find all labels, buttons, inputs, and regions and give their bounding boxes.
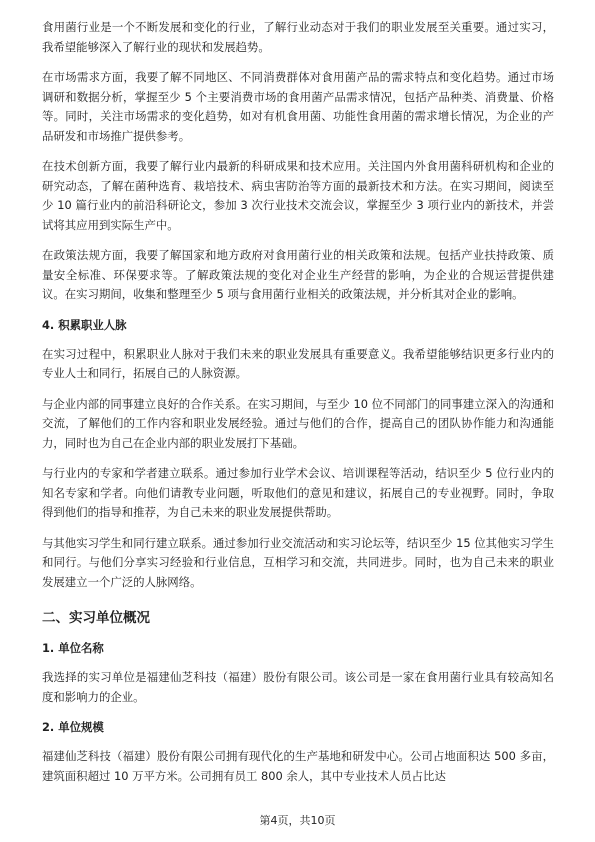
paragraph-company-name: 我选择的实习单位是福建仙芝科技（福建）股份有限公司。该公司是一家在食用菌行业具有较高知名度和影响力的企业。 (42, 670, 554, 704)
document-page (42, 18, 554, 797)
paragraph-network-peers: 与其他实习学生和同行建立联系。通过参加行业交流活动和实习论坛等，结识至少 15 位其他实习学生和同行。与他们分享实习经验和行业信息，互相学习和交流，共同进步。同时，也为自己未来的职业发展建立一个广泛的人脉网络。 (42, 535, 554, 589)
paragraph-policy-regulation: 在政策法规方面，我要了解国家和地方政府对食用菌行业的相关政策和法规。包括产业扶持政策、质量安全标准、环保要求等。了解政策法规的变化对企业生产经营的影响，为企业的合规运营提供建议。在实习期间，收集和整理至少 5 项与食用菌行业相关的政策法规，并分析其对企业的影响。 (42, 248, 554, 301)
chapter-heading-company-overview: 二、实习单位概况 (42, 610, 150, 626)
paragraph-industry-dynamics: 食用菌行业是一个不断发展和变化的行业，了解行业动态对于我们的职业发展至关重要。通过实习，我希望能够深入了解行业的现状和发展趋势。 (42, 20, 554, 54)
paragraph-network-intro: 在实习过程中，积累职业人脉对于我们未来的职业发展具有重要意义。我希望能够结识更多行业内的专业人士和同行，拓展自己的人脉资源。 (42, 346, 554, 380)
subheading-company-name: 1. 单位名称 (42, 641, 104, 655)
paragraph-tech-innovation: 在技术创新方面，我要了解行业内最新的科研成果和技术应用。关注国内外食用菌科研机构和企业的研究动态，了解在菌种选育、栽培技术、病虫害防治等方面的最新技术和方法。在实习期间，阅读至少 10 篇行业内的前沿科研论文，参加 3 次行业技术交流会议，掌握至少 3 项行业内的新技术，并尝试将其应用到实际生产中。 (42, 159, 554, 232)
paragraph-market-demand: 在市场需求方面，我要了解不同地区、不同消费群体对食用菌产品的需求特点和变化趋势。通过市场调研和数据分析，掌握至少 5 个主要消费市场的食用菌产品需求情况，包括产品种类、消费量、价格等。同时，关注市场需求的变化趋势，如对有机食用菌、功能性食用菌的需求增长情况，为企业的产品研发和市场推广提供参考。 (42, 70, 554, 143)
paragraph-company-scale: 福建仙芝科技（福建）股份有限公司拥有现代化的生产基地和研发中心。公司占地面积达 500 多亩，建筑面积超过 10 万平方米。公司拥有员工 800 余人，其中专业技术人员占比达 (42, 749, 554, 783)
paragraph-network-experts: 与行业内的专家和学者建立联系。通过参加行业学术会议、培训课程等活动，结识至少 5 位行业内的知名专家和学者。向他们请教专业问题，听取他们的意见和建议，拓展自己的专业视野。同时，争取得到他们的指导和推荐，为自己未来的职业发展提供帮助。 (42, 466, 554, 519)
paragraph-network-colleagues: 与企业内部的同事建立良好的合作关系。在实习期间，与至少 10 位不同部门的同事建立深入的沟通和交流，了解他们的工作内容和职业发展经验。通过与他们的合作，提高自己的团队协作能力和沟通能力，同时也为自己在企业内部的职业发展打下基础。 (42, 396, 554, 450)
section-heading-network: 4. 积累职业人脉 (42, 317, 127, 332)
subheading-company-scale: 2. 单位规模 (42, 720, 104, 734)
page-number-footer: 第4页，共10页 (259, 814, 336, 827)
